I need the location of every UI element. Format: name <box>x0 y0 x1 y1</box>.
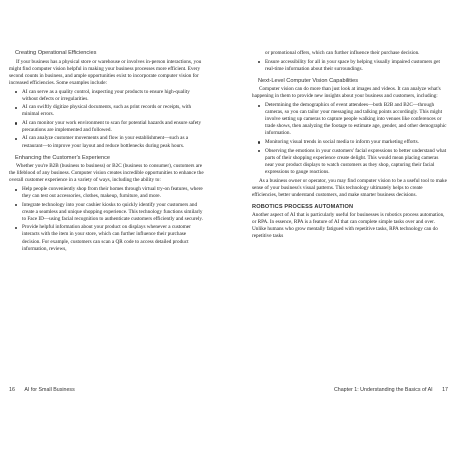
bullet-list-customer-experience <box>9 186 205 252</box>
left-page-number: 16 <box>9 387 15 393</box>
section-intro-customer-experience: Whether you're B2B (business to business) or B2C (business to consumer), customers are the lifeblood of any business. Computer vision creates incredible opportunities to enhance the overall customer experience in a variety of ways, including the ability to: <box>9 163 204 184</box>
section-intro-operational-efficiencies: If your business has a physical store or warehouse or involves in-person interactions, you might find computer vision helpful in making your business processes more efficient. Every second counts in business, and ample opportunities exist to incorporate computer vision for increased efficiencies. Some examples include: <box>9 58 202 86</box>
list-item: AI can swiftly digitize physical documents, such as print records or receipts, with minimal errors. <box>22 104 205 118</box>
list-item: Determining the demographics of event attendees—both B2B and B2C—through cameras, so you can tailor your messaging and talking points accordingly. This might involve setting up cameras to capture people walking into venues like conferences or trade shows, then analyzing the footage to estimate age, gender, and other demographic information. <box>265 102 447 137</box>
list-item: Provide helpful information about your product on displays whenever a customer interacts with the item in your store, which can further influence their purchase decision. For example, customers can scan a QR code to access detailed product information, reviews, <box>22 224 205 252</box>
section-heading-operational-efficiencies: Creating Operational Efficiencies <box>15 50 97 56</box>
list-item: Monitoring visual trends in social media to inform your marketing efforts. <box>265 139 448 146</box>
list-item: Integrate technology into your cashier kiosks to quickly identify your customers and create a seamless and unique shopping experience. This technology functions similarly to Face ID—using facial recognition to authenticate customers efficiently and securely. <box>22 202 205 223</box>
list-item-continued: or promotional offers, which can further influence their purchase decision. <box>265 50 420 56</box>
bullet-list-next-level-capabilities <box>252 102 448 175</box>
section-heading-customer-experience: Enhancing the Customer's Experience <box>15 154 110 161</box>
list-item: Ensure accessibility for all in your space by helping visually impaired customers get real-time information about their surroundings. <box>265 59 448 73</box>
left-page <box>9 50 205 255</box>
list-item: AI can analyze customer movements and flow in your establishment—such as a restaurant—to improve your layout and reduce bottlenecks during peak hours. <box>22 135 205 149</box>
section-body-rpa: Another aspect of AI that is particularly useful for businesses is robotics process automation, or RPA. In essence, RPA is a feature of AI that can complete simple tasks over and over. Unlike humans who grow mentally fatigued with repetitive tasks, RPA technology can do repetitive tasks <box>252 212 445 240</box>
right-page-number: 17 <box>442 387 448 393</box>
section-heading-rpa: ROBOTICS PROCESS AUTOMATION <box>252 203 354 210</box>
left-running-title: AI for Small Business <box>24 387 75 393</box>
list-item: AI can monitor your work environment to scan for potential hazards and ensure safety precautions are implemented and followed. <box>22 120 205 134</box>
right-running-title: Chapter 1: Understanding the Basics of AI <box>333 387 433 393</box>
bullet-list-continued <box>252 50 448 73</box>
right-footer <box>334 387 448 393</box>
section-intro-next-level-capabilities: Computer vision can do more than just look at images and videos. It can analyze what's happening in them to provide new insights about your business and customers, including: <box>252 86 441 100</box>
section-outro-next-level-capabilities: As a business owner or operator, you may find computer vision to be a useful tool to make sense of your business's visual patterns. This technology ultimately helps to create efficiencies, better understand customers, and make smarter business decisions. <box>252 177 447 198</box>
left-footer <box>9 387 75 393</box>
bullet-list-operational-efficiencies <box>9 89 205 150</box>
right-page <box>252 50 448 243</box>
list-item: Observing the emotions in your customers' facial expressions to better understand what parts of their shopping experience create delight. This would mean placing cameras near your product displays to watch customers as they shop, capturing their facial expressions to gauge reactions. <box>265 147 447 175</box>
section-heading-next-level-capabilities: Next-Level Computer Vision Capabilities <box>258 77 359 84</box>
list-item: Help people conveniently shop from their homes through virtual try-on features, where they can test out accessories, clothes, makeup, furniture, and more. <box>22 186 205 200</box>
list-item: AI can serve as a quality control, inspecting your products to ensure high-quality without defects or irregularities. <box>22 89 205 103</box>
